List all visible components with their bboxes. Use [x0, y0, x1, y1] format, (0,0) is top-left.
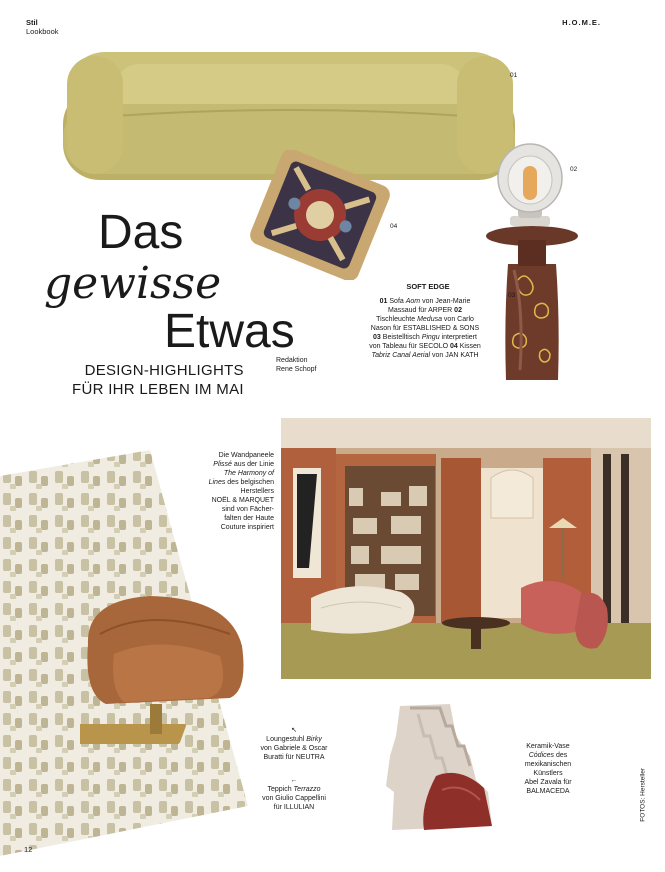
subtitle-line-1: DESIGN-HIGHLIGHTS [84, 362, 244, 379]
photo-credit: FOTOS: Hersteller [640, 768, 647, 822]
vase-caption [502, 742, 594, 796]
item-name: Pingu [421, 334, 440, 341]
soft-edge-title: SOFT EDGE [406, 282, 450, 291]
item-rest: von Carlo Nason für ESTABLISHED & SONS [370, 316, 480, 332]
caption-text: des belgischen [225, 479, 274, 486]
caption-name: Birky [306, 736, 322, 743]
caption-line: mexikanischen [524, 761, 572, 768]
lamp-number: 02 [570, 166, 578, 173]
caption-line: Künstlers [533, 770, 563, 777]
lounge-chair-image [80, 594, 248, 754]
item-number: 04 [450, 343, 458, 350]
item-rest: interpretiert von Tableau für SECOLO [369, 334, 477, 350]
item-name: Aom [405, 298, 421, 305]
section-label: Stil [26, 18, 38, 27]
page-number: 12 [24, 845, 33, 854]
credit-label: Redaktion [276, 357, 308, 364]
rug-caption [246, 776, 342, 812]
caption-line: Couture inspiriert [220, 524, 274, 531]
side-table-number: 03 [508, 292, 516, 299]
caption-line: von Gabriele & Oscar [260, 745, 328, 752]
caption-text: aus der Linie [231, 461, 274, 468]
item-number: 02 [454, 307, 462, 314]
caption-line: Keramik-Vase [526, 743, 570, 750]
sofa-number: 01 [510, 72, 518, 79]
caption-text: Loungestuhl [266, 736, 307, 743]
item-text: Tischleuchte [376, 316, 418, 323]
item-number: 03 [373, 334, 381, 341]
caption-name: Códices [528, 752, 555, 759]
item-text: Beistelltisch [382, 334, 422, 341]
item-text: Sofa [389, 298, 406, 305]
caption-text: des [554, 752, 568, 759]
caption-name: Terrazzo [293, 786, 321, 793]
caption-line: BALMACEDA [526, 788, 570, 795]
cushion-image [240, 150, 400, 280]
subtitle [72, 361, 244, 399]
caption-line: für ILLULIAN [273, 804, 315, 811]
item-text: Kissen [459, 343, 481, 350]
title-line-2: gewisse [44, 258, 222, 309]
caption-name: Plissé [213, 461, 232, 468]
item-name: Tabriz Canal Aerial [371, 352, 431, 359]
side-table-image [484, 220, 580, 386]
chair-caption [246, 726, 342, 762]
magazine-label: H.O.M.E. [562, 18, 601, 27]
caption-line: NOËL & MARQUET [211, 497, 274, 504]
item-rest: von JAN KATH [430, 352, 479, 359]
caption-line: Abel Zavala für [524, 779, 572, 786]
title-line-1: Das [98, 206, 184, 259]
caption-line: Die Wandpaneele [218, 452, 274, 459]
subsection-label: Lookbook [26, 27, 59, 36]
vase-image [380, 696, 510, 836]
caption-line: Buratti für NEUTRA [263, 754, 325, 761]
author-credit [276, 356, 316, 374]
caption-line: von Giulio Cappellini [262, 795, 326, 802]
item-name: Medusa [417, 316, 442, 323]
item-rest: von Jean-Marie Massaud für ARPER [388, 298, 471, 314]
cushion-number: 04 [390, 223, 398, 230]
caption-text: Teppich [267, 786, 294, 793]
soft-edge-list [368, 297, 482, 360]
caption-name: Lines [208, 479, 226, 486]
caption-line: sind von Fächer- [221, 506, 274, 513]
title-line-3: Etwas [164, 305, 295, 358]
arrow-icon: ← [290, 777, 298, 784]
interior-photo [281, 418, 651, 679]
arrow-icon: ↖ [291, 727, 297, 734]
caption-name: The Harmony of [223, 470, 274, 477]
caption-line: Herstellers [240, 488, 274, 495]
caption-line: falten der Haute [224, 515, 274, 522]
credit-author: Rene Schopf [276, 366, 317, 373]
subtitle-line-2: FÜR IHR LEBEN IM MAI [72, 381, 244, 398]
item-number: 01 [379, 298, 388, 305]
